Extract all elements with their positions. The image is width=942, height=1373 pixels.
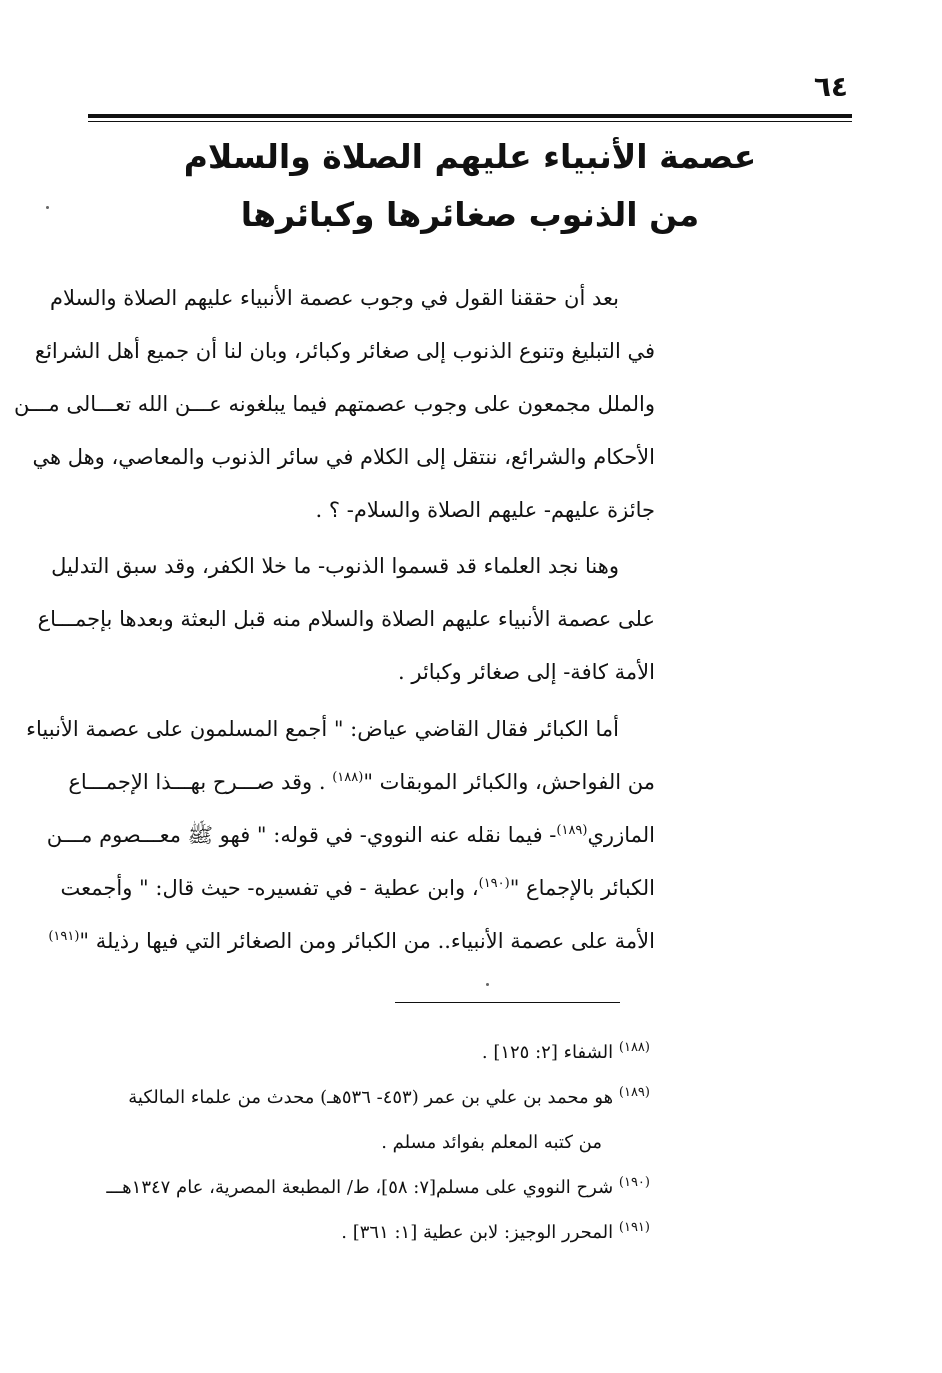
footnote-reference: (١٩١)	[48, 929, 80, 944]
chapter-title-line-2: من الذنوب صغائرها وكبائرها	[240, 195, 700, 234]
paragraph-line	[68, 756, 655, 809]
paragraph-text: من الفواحش، والكبائر الموبقات "	[363, 770, 655, 794]
paragraph-line: على عصمة الأنبياء عليهم الصلاة والسلام منه قبل البعثة وبعدها بإجمـــاع	[37, 607, 655, 631]
page-number: ٦٤	[813, 70, 848, 103]
scan-speck	[46, 206, 49, 209]
footnote-continuation	[88, 1120, 650, 1165]
paragraph-line: بعد أن حققنا القول في وجوب عصمة الأنبياء عليهم الصلاة والسلام	[49, 286, 619, 310]
footnote-text: هو محمد بن علي بن عمر (٤٥٣- ٥٣٦هـ) محدث من علماء المالكية	[128, 1087, 619, 1108]
footnote	[88, 1030, 650, 1075]
footnote-text: من كتبه المعلم بفوائد مسلم .	[381, 1132, 602, 1153]
paragraph-text: الأمة على عصمة الأنبياء.. من الكبائر ومن الصغائر التي فيها رذيلة "	[79, 929, 655, 953]
paragraph-line: الأمة كافة- إلى صغائر وكبائر .	[398, 660, 655, 684]
paragraph-2	[37, 540, 655, 699]
paragraph-line	[48, 915, 655, 968]
footnote-number: (١٨٩)	[618, 1085, 650, 1100]
footnote-number: (١٩٠)	[618, 1175, 650, 1190]
header-rule-thick	[88, 114, 852, 118]
footnote-reference: (١٩٠)	[478, 876, 510, 891]
footnote-number: (١٩١)	[618, 1220, 650, 1235]
paragraph-line	[60, 862, 655, 915]
footnote-number: (١٨٨)	[618, 1040, 650, 1055]
paragraph-line: في التبليغ وتنوع الذنوب إلى صغائر وكبائر، وبان لنا أن جميع أهل الشرائع	[34, 339, 655, 363]
header-rule-thin	[88, 121, 852, 122]
footnote	[88, 1075, 650, 1120]
paragraph-line: جائزة عليهم- عليهم الصلاة والسلام- ؟ .	[315, 498, 655, 522]
paragraph-line: وهنا نجد العلماء قد قسموا الذنوب- ما خلا الكفر، وقد سبق التدليل	[51, 554, 619, 578]
scan-speck	[486, 983, 489, 986]
footnote-separator	[395, 1002, 620, 1003]
paragraph-text: ، وابن عطية - في تفسيره- حيث قال: " وأجمعت	[60, 876, 479, 900]
paragraph-text: الكبائر بالإجماع "	[509, 876, 655, 900]
footnotes	[88, 1030, 650, 1255]
paragraph-line: الأحكام والشرائع، ننتقل إلى الكلام في سائر الذنوب والمعاصي، وهل هي	[32, 445, 655, 469]
paragraph-line	[46, 809, 655, 862]
footnote	[88, 1210, 650, 1255]
paragraph-text: - فيما نقله عنه النووي- في قوله: " فهو ﷺ معـــصوم مـــن	[46, 823, 557, 847]
paragraph-text: أما الكبائر فقال القاضي عياض: " أجمع المسلمون على عصمة الأنبياء	[26, 717, 619, 741]
chapter-title-line-1: عصمة الأنبياء عليهم الصلاة والسلام	[183, 137, 757, 176]
footnote-text: الشفاء [٢: ١٢٥] .	[481, 1042, 619, 1063]
paragraph-text: المازري	[587, 823, 655, 847]
paragraph-1	[13, 272, 655, 537]
footnote	[88, 1165, 650, 1210]
paragraph-line	[26, 703, 655, 756]
footnote-reference: (١٨٨)	[332, 770, 364, 785]
paragraph-text: . وقد صـــرح بهـــذا الإجمـــاع	[68, 770, 333, 794]
footnote-text: شرح النووي على مسلم[٧: ٥٨]، ط/ المطبعة المصرية، عام ١٣٤٧هـــ	[106, 1177, 619, 1198]
footnote-text: المحرر الوجيز: لابن عطية [١: ٣٦١] .	[341, 1222, 619, 1243]
paragraph-line: والملل مجمعون على وجوب عصمتهم فيما يبلغونه عـــن الله تعـــالى مـــن	[13, 392, 655, 416]
footnote-reference: (١٨٩)	[556, 823, 588, 838]
paragraph-3	[26, 703, 655, 968]
